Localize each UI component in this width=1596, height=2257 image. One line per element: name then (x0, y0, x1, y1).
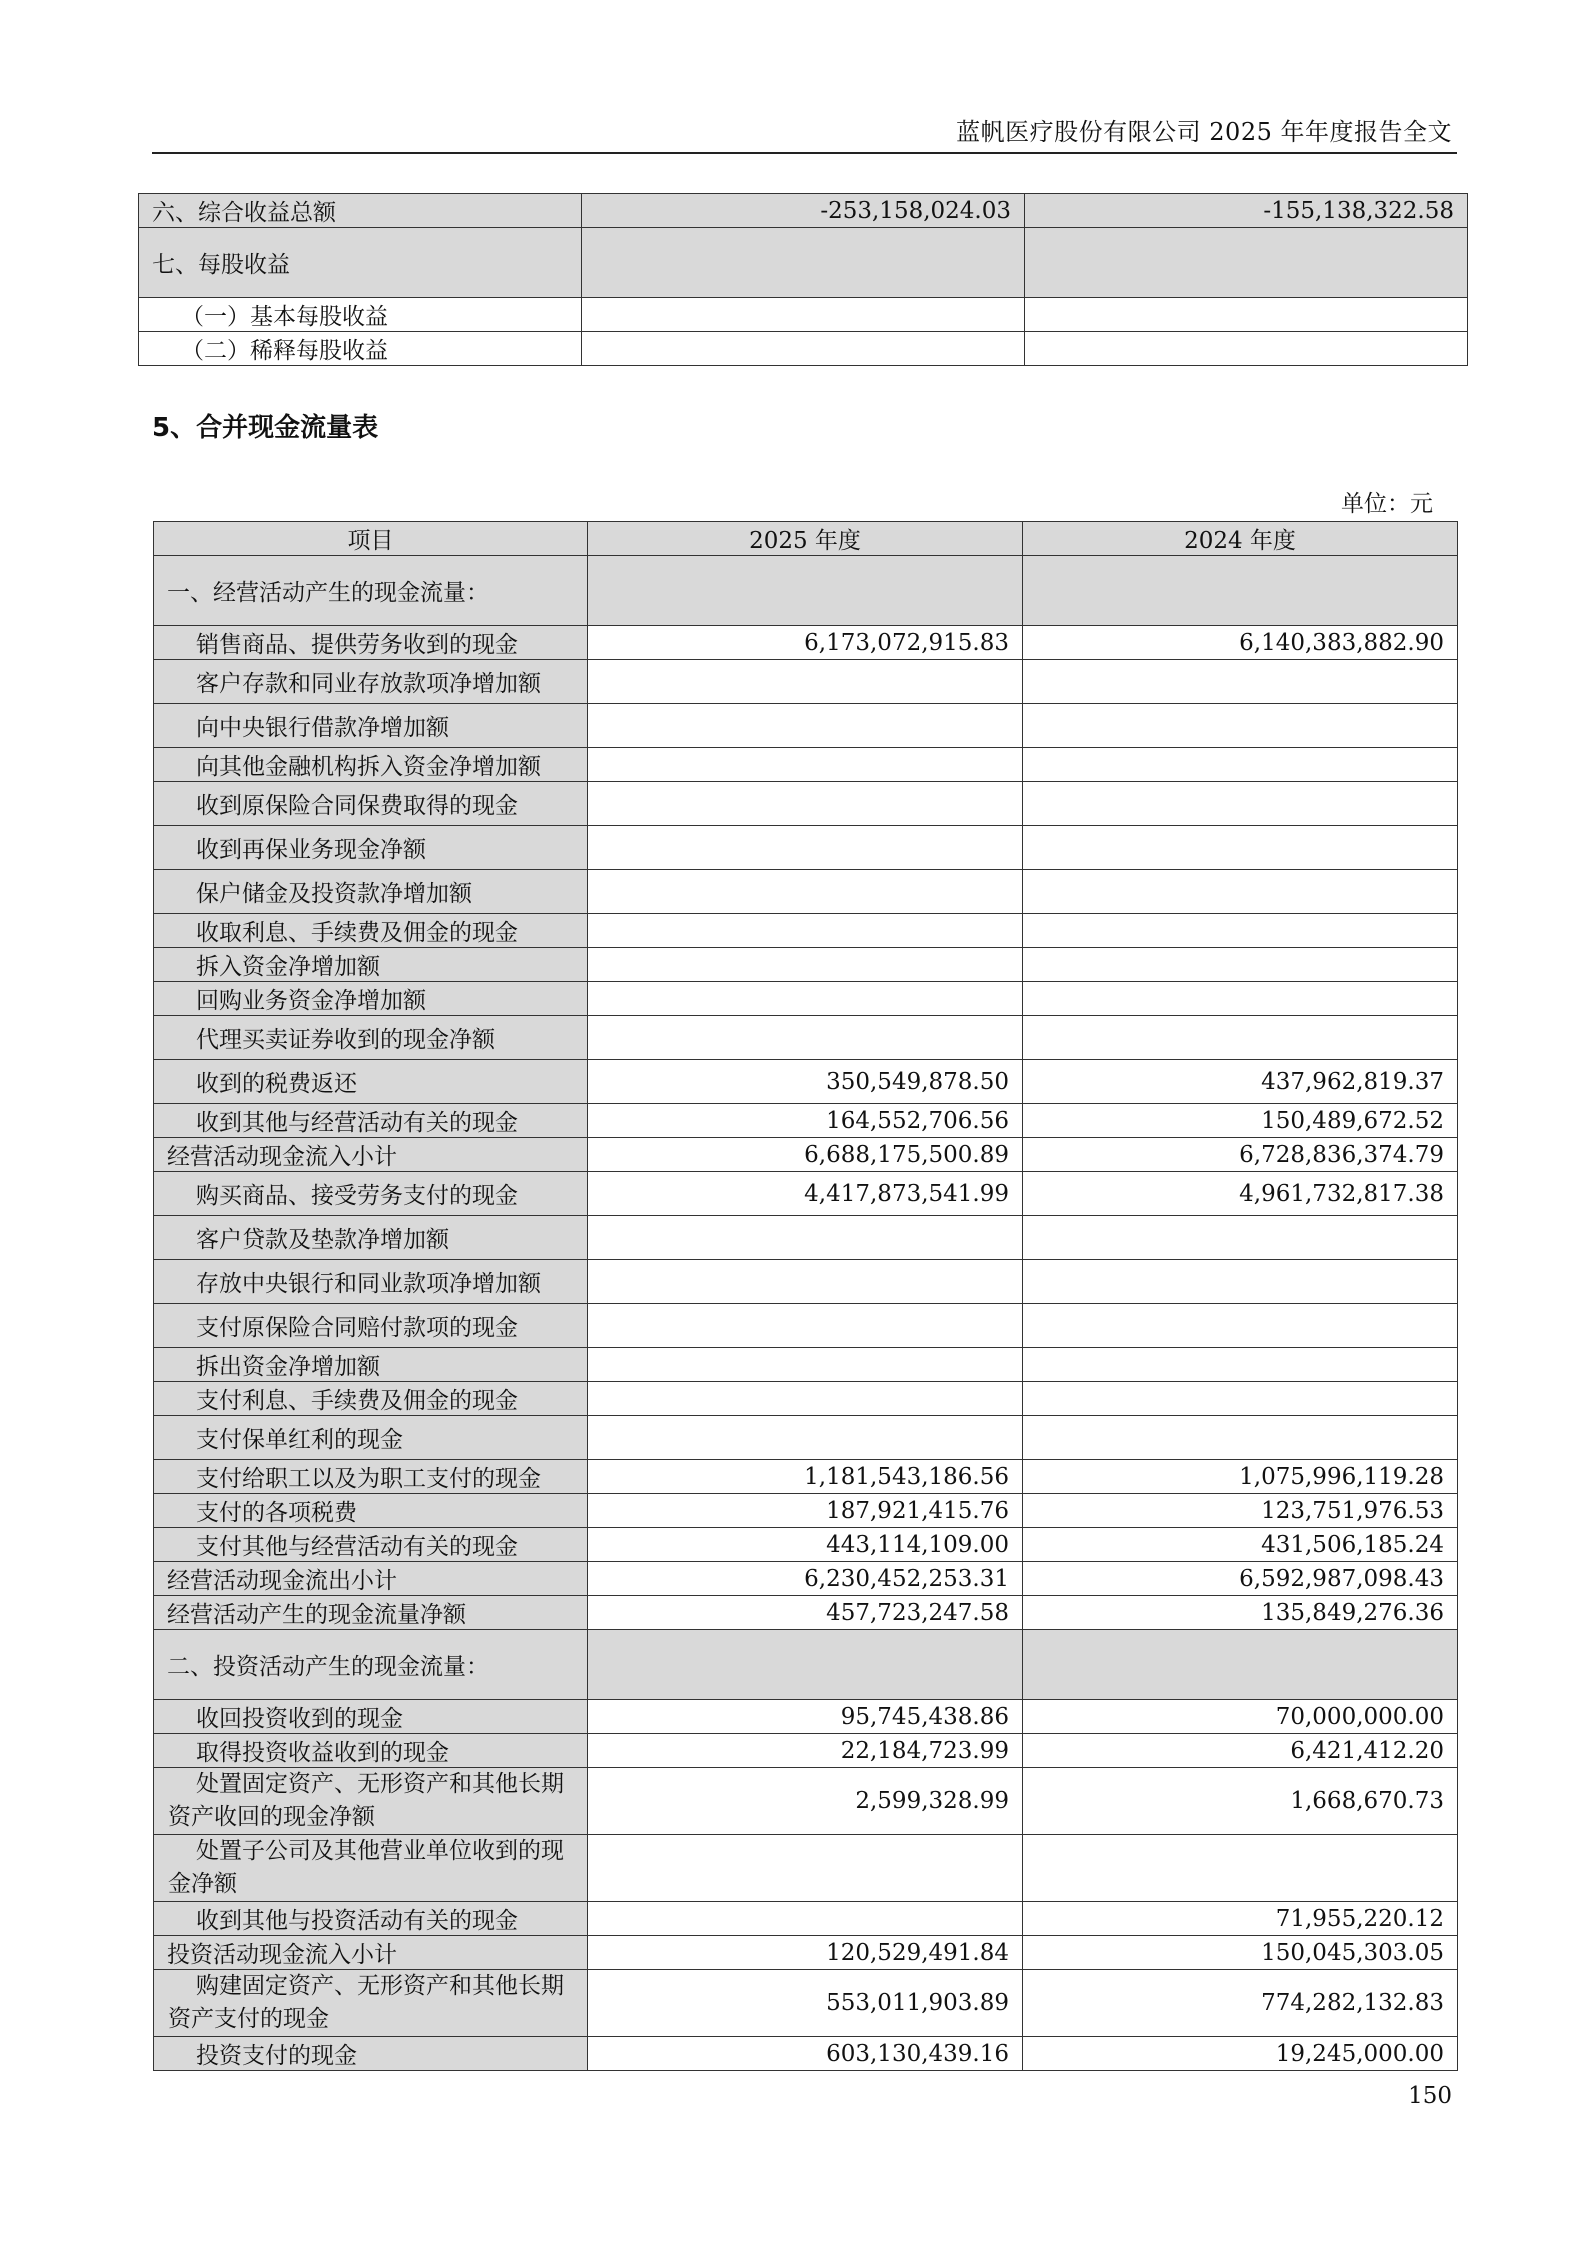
value-2025: 6,173,072,915.83 (588, 626, 1023, 660)
row-label: 收取利息、手续费及佣金的现金 (154, 914, 588, 948)
value-2025 (582, 298, 1025, 332)
value-2025 (588, 1260, 1023, 1304)
value-2024 (1023, 982, 1458, 1016)
value-2025: 4,417,873,541.99 (588, 1172, 1023, 1216)
table-row (139, 332, 1468, 366)
table-row (154, 704, 1458, 748)
value-2024 (1023, 556, 1458, 626)
value-2025 (588, 1630, 1023, 1700)
row-label: 收回投资收到的现金 (154, 1700, 588, 1734)
row-label: 拆入资金净增加额 (154, 948, 588, 982)
comprehensive-income-table (138, 193, 1468, 366)
row-label: 购建固定资产、无形资产和其他长期资产支付的现金 (154, 1970, 588, 2037)
table-row (154, 914, 1458, 948)
value-2025 (588, 1382, 1023, 1416)
value-2024 (1023, 660, 1458, 704)
value-2024: 6,592,987,098.43 (1023, 1562, 1458, 1596)
row-label: 存放中央银行和同业款项净增加额 (154, 1260, 588, 1304)
value-2025: 603,130,439.16 (588, 2037, 1023, 2071)
table-row (154, 1304, 1458, 1348)
column-header-2024: 2024 年度 (1023, 522, 1458, 556)
row-label: （二）稀释每股收益 (139, 332, 582, 366)
value-2025: 553,011,903.89 (588, 1970, 1023, 2037)
value-2024 (1023, 1304, 1458, 1348)
value-2024 (1023, 1216, 1458, 1260)
value-2024: 19,245,000.00 (1023, 2037, 1458, 2071)
row-label: 经营活动产生的现金流量净额 (154, 1596, 588, 1630)
value-2025: 2,599,328.99 (588, 1768, 1023, 1835)
value-2025 (588, 748, 1023, 782)
table-row (154, 556, 1458, 626)
report-header-title: 蓝帆医疗股份有限公司 2025 年年度报告全文 (956, 118, 1452, 146)
row-label: 向其他金融机构拆入资金净增加额 (154, 748, 588, 782)
value-2025: 457,723,247.58 (588, 1596, 1023, 1630)
value-2024: 1,075,996,119.28 (1023, 1460, 1458, 1494)
row-label: 收到原保险合同保费取得的现金 (154, 782, 588, 826)
table-row (154, 1016, 1458, 1060)
value-2024 (1023, 704, 1458, 748)
value-2024 (1023, 782, 1458, 826)
value-2025: -253,158,024.03 (582, 194, 1025, 228)
value-2024: 431,506,185.24 (1023, 1528, 1458, 1562)
row-label: 收到其他与投资活动有关的现金 (154, 1902, 588, 1936)
row-label: 经营活动现金流出小计 (154, 1562, 588, 1596)
row-label: 代理买卖证券收到的现金净额 (154, 1016, 588, 1060)
value-2024: 6,421,412.20 (1023, 1734, 1458, 1768)
value-2025 (588, 1216, 1023, 1260)
row-label: 七、每股收益 (139, 228, 582, 298)
row-label: 投资支付的现金 (154, 2037, 588, 2071)
value-2024: 774,282,132.83 (1023, 1970, 1458, 2037)
table-row (154, 948, 1458, 982)
table-row (154, 1768, 1458, 1835)
value-2024: 1,668,670.73 (1023, 1768, 1458, 1835)
table-row (154, 1734, 1458, 1768)
row-label: 支付的各项税费 (154, 1494, 588, 1528)
column-header-item: 项目 (154, 522, 588, 556)
row-label: 支付利息、手续费及佣金的现金 (154, 1382, 588, 1416)
row-label: 六、综合收益总额 (139, 194, 582, 228)
table-row (154, 1348, 1458, 1382)
row-label: 支付给职工以及为职工支付的现金 (154, 1460, 588, 1494)
value-2024 (1025, 228, 1468, 298)
row-label: 销售商品、提供劳务收到的现金 (154, 626, 588, 660)
row-label: 一、经营活动产生的现金流量： (154, 556, 588, 626)
value-2025 (588, 948, 1023, 982)
value-2025: 6,230,452,253.31 (588, 1562, 1023, 1596)
row-label: 处置子公司及其他营业单位收到的现金净额 (154, 1835, 588, 1902)
value-2025 (588, 1835, 1023, 1902)
value-2024 (1023, 826, 1458, 870)
row-label: 支付其他与经营活动有关的现金 (154, 1528, 588, 1562)
value-2024 (1023, 748, 1458, 782)
table-row (139, 194, 1468, 228)
value-2024: 135,849,276.36 (1023, 1596, 1458, 1630)
table-row (154, 782, 1458, 826)
table-row (154, 748, 1458, 782)
section-title: 5、合并现金流量表 (152, 413, 379, 443)
value-2024 (1023, 1348, 1458, 1382)
value-2025: 1,181,543,186.56 (588, 1460, 1023, 1494)
value-2024: 71,955,220.12 (1023, 1902, 1458, 1936)
header-divider (152, 152, 1457, 154)
row-label: 回购业务资金净增加额 (154, 982, 588, 1016)
table-row (154, 1835, 1458, 1902)
unit-label: 单位：元 (1341, 491, 1433, 517)
table-row (154, 1104, 1458, 1138)
value-2025: 164,552,706.56 (588, 1104, 1023, 1138)
value-2024: 437,962,819.37 (1023, 1060, 1458, 1104)
table-row (154, 1216, 1458, 1260)
value-2024 (1023, 1630, 1458, 1700)
value-2025: 443,114,109.00 (588, 1528, 1023, 1562)
table-row (154, 1382, 1458, 1416)
value-2024: 6,728,836,374.79 (1023, 1138, 1458, 1172)
value-2025 (588, 704, 1023, 748)
table-row (154, 1936, 1458, 1970)
value-2025: 6,688,175,500.89 (588, 1138, 1023, 1172)
table-row (154, 1528, 1458, 1562)
table-row (154, 1562, 1458, 1596)
value-2024: 4,961,732,817.38 (1023, 1172, 1458, 1216)
value-2024 (1025, 332, 1468, 366)
value-2025 (588, 982, 1023, 1016)
row-label: 支付保单红利的现金 (154, 1416, 588, 1460)
value-2024: -155,138,322.58 (1025, 194, 1468, 228)
value-2025 (588, 556, 1023, 626)
value-2024 (1023, 1835, 1458, 1902)
page-number: 150 (1408, 2083, 1452, 2109)
value-2024 (1023, 1016, 1458, 1060)
value-2025: 350,549,878.50 (588, 1060, 1023, 1104)
row-label: 收到再保业务现金净额 (154, 826, 588, 870)
table-row (154, 1416, 1458, 1460)
value-2025 (588, 870, 1023, 914)
table-row (154, 1970, 1458, 2037)
value-2025 (588, 1304, 1023, 1348)
row-label: 投资活动现金流入小计 (154, 1936, 588, 1970)
row-label: 二、投资活动产生的现金流量： (154, 1630, 588, 1700)
value-2025 (588, 1016, 1023, 1060)
row-label: 客户贷款及垫款净增加额 (154, 1216, 588, 1260)
table-row (154, 626, 1458, 660)
row-label: 拆出资金净增加额 (154, 1348, 588, 1382)
cash-flow-table (153, 521, 1458, 2071)
table-row (154, 1902, 1458, 1936)
value-2025 (588, 914, 1023, 948)
value-2024: 70,000,000.00 (1023, 1700, 1458, 1734)
table-row (154, 870, 1458, 914)
table-row (154, 1630, 1458, 1700)
row-label: 客户存款和同业存放款项净增加额 (154, 660, 588, 704)
row-label: （一）基本每股收益 (139, 298, 582, 332)
value-2025 (588, 826, 1023, 870)
value-2024 (1023, 870, 1458, 914)
row-label: 向中央银行借款净增加额 (154, 704, 588, 748)
table-row (154, 660, 1458, 704)
value-2025 (588, 1416, 1023, 1460)
table-row (154, 1060, 1458, 1104)
table-row (154, 1172, 1458, 1216)
value-2024: 6,140,383,882.90 (1023, 626, 1458, 660)
row-label: 取得投资收益收到的现金 (154, 1734, 588, 1768)
table-row (154, 1260, 1458, 1304)
value-2025 (582, 332, 1025, 366)
table-row (154, 2037, 1458, 2071)
row-label: 收到的税费返还 (154, 1060, 588, 1104)
value-2025 (588, 660, 1023, 704)
value-2024: 150,489,672.52 (1023, 1104, 1458, 1138)
row-label: 收到其他与经营活动有关的现金 (154, 1104, 588, 1138)
row-label: 支付原保险合同赔付款项的现金 (154, 1304, 588, 1348)
value-2024 (1023, 1382, 1458, 1416)
row-label: 保户储金及投资款净增加额 (154, 870, 588, 914)
table-row (154, 982, 1458, 1016)
table-row (154, 1494, 1458, 1528)
value-2025: 95,745,438.86 (588, 1700, 1023, 1734)
column-header-2025: 2025 年度 (588, 522, 1023, 556)
row-label: 经营活动现金流入小计 (154, 1138, 588, 1172)
value-2024 (1023, 1416, 1458, 1460)
value-2024 (1023, 914, 1458, 948)
value-2024 (1025, 298, 1468, 332)
table-row (154, 1596, 1458, 1630)
value-2024: 150,045,303.05 (1023, 1936, 1458, 1970)
value-2025: 187,921,415.76 (588, 1494, 1023, 1528)
table-row (154, 1460, 1458, 1494)
value-2025 (588, 782, 1023, 826)
value-2024 (1023, 948, 1458, 982)
table-row (154, 826, 1458, 870)
row-label: 购买商品、接受劳务支付的现金 (154, 1172, 588, 1216)
value-2024 (1023, 1260, 1458, 1304)
table-row (139, 298, 1468, 332)
value-2025 (582, 228, 1025, 298)
table-row (154, 1138, 1458, 1172)
row-label: 处置固定资产、无形资产和其他长期资产收回的现金净额 (154, 1768, 588, 1835)
value-2025 (588, 1348, 1023, 1382)
value-2025: 120,529,491.84 (588, 1936, 1023, 1970)
table-header-row (154, 522, 1458, 556)
table-row (139, 228, 1468, 298)
value-2025 (588, 1902, 1023, 1936)
value-2025: 22,184,723.99 (588, 1734, 1023, 1768)
table-row (154, 1700, 1458, 1734)
value-2024: 123,751,976.53 (1023, 1494, 1458, 1528)
